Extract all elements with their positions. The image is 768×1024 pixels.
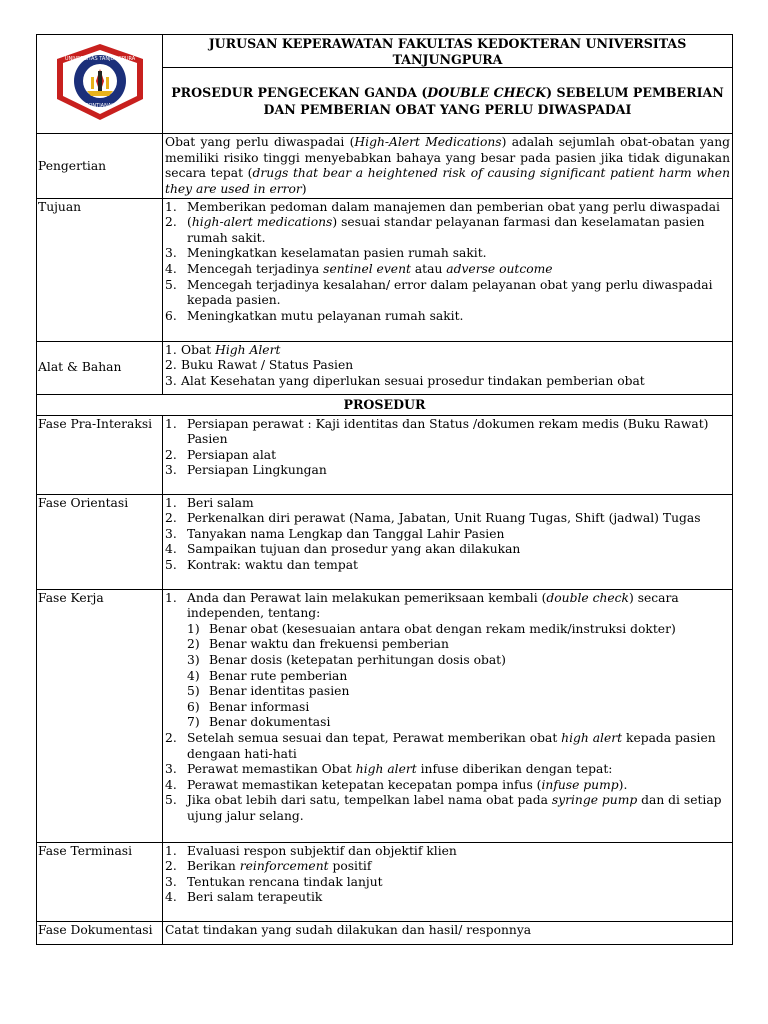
logo-cell [37, 35, 163, 134]
tujuan-list [163, 198, 733, 341]
list-item: 3. Tanyakan nama Lengkap dan Tanggal Lahir Pasien [165, 526, 505, 541]
list-item: 2. Berikan reinforcement positif [165, 859, 372, 874]
list-item: 2. Perkenalkan diri perawat (Nama, Jabatan, Unit Ruang Tugas, Shift (jadwal) Tugas [165, 511, 701, 526]
sop-document [36, 34, 732, 945]
pra-interaksi-list [163, 415, 733, 494]
alat-list [163, 341, 733, 394]
list-item: 2. Buku Rawat / Status Pasien [165, 358, 354, 373]
list-item: 3. Meningkatkan keselamatan pasien rumah sakit. [165, 246, 487, 261]
institution-name: JURUSAN KEPERAWATAN FAKULTAS KEDOKTERAN UNIVERSITAS TANJUNGPURA [163, 35, 733, 68]
list-item: 2. (high-alert medications) sesuai standar pelayanan farmasi dan keselamatan pasien rumah sakit. [165, 215, 705, 245]
list-item: 1. Persiapan perawat : Kaji identitas dan Status /dokumen rekam medis (Buku Rawat) Pasien [165, 416, 709, 447]
sub-list-item: 3) Benar dosis (ketepatan perhitungan dosis obat) [187, 652, 506, 667]
list-item: 5. Jika obat lebih dari satu, tempelkan label nama obat pada syringe pump dan di setiap ujung jalur selang. [165, 793, 722, 823]
label-fase-terminasi: Fase Terminasi [37, 842, 163, 921]
sub-list-item: 4) Benar rute pemberian [187, 668, 348, 683]
label-fase-orientasi: Fase Orientasi [37, 494, 163, 589]
list-item: 1. Anda dan Perawat lain melakukan pemeriksaan kembali (double check) secara independen, tentang: 1) Benar obat (kesesuaian antara obat dengan rekam medik/instruksi dokter) 2) Benar waktu dan frekuensi pemberian 3) Benar dosis (ketepatan perhitungan dosis obat) 4) Benar rute pemberian 5) Benar identitas pasien 6) Benar informasi 7) Benar dokumentasi [165, 591, 730, 731]
list-item: 5. Mencegah terjadinya kesalahan/ error dalam pelayanan obat yang perlu diwaspadai kepada pasien. [165, 277, 713, 308]
prosedur-heading: PROSEDUR [37, 394, 733, 415]
list-item: 4. Sampaikan tujuan dan prosedur yang akan dilakukan [165, 542, 521, 557]
list-item: 1. Memberikan pedoman dalam manajemen dan pemberian obat yang perlu diwaspadai [165, 199, 720, 214]
label-tujuan: Tujuan [37, 198, 163, 341]
list-item: 4. Perawat memastikan ketepatan kecepatan pompa infus (infuse pump). [165, 777, 628, 792]
list-item: 3. Perawat memastikan Obat high alert infuse diberikan dengan tepat: [165, 762, 613, 777]
list-item: 2. Persiapan alat [165, 447, 277, 462]
label-fase-dokumentasi: Fase Dokumentasi [37, 921, 163, 944]
list-item: 1. Obat High Alert [165, 342, 281, 357]
list-item: 4. Beri salam terapeutik [165, 890, 323, 905]
sub-list-item: 5) Benar identitas pasien [187, 684, 350, 699]
sub-list-item: 6) Benar informasi [187, 699, 310, 714]
list-item: 3. Persiapan Lingkungan [165, 463, 327, 478]
orientasi-list [163, 494, 733, 589]
list-item: 1. Beri salam [165, 495, 254, 510]
list-item: 2. Setelah semua sesuai dan tepat, Perawat memberikan obat high alert kepada pasien dengaan hati-hati [165, 730, 716, 761]
label-alat-bahan: Alat & Bahan [37, 341, 163, 394]
list-item: 3. Tentukan rencana tindak lanjut [165, 874, 383, 889]
label-pengertian: Pengertian [37, 134, 163, 198]
sub-list [187, 622, 730, 731]
dokumentasi-text: Catat tindakan yang sudah dilakukan dan hasil/ responnya [163, 921, 733, 944]
kerja-list [163, 589, 733, 842]
terminasi-list [163, 842, 733, 921]
sub-list-item: 7) Benar dokumentasi [187, 715, 331, 730]
logo-top-text: UNIVERSITAS TANJUNGPURA [64, 55, 135, 62]
sub-list-item: 2) Benar waktu dan frekuensi pemberian [187, 637, 449, 652]
pengertian-text: Obat yang perlu diwaspadai (High-Alert Medications) adalah sejumlah obat-obatan yang memiliki risiko tinggi menyebabkan bahaya yang besar pada pasien jika tidak digunakan secara tepat (drugs that bear a heightened risk of causing significant patient harm when they are used in error) [163, 134, 733, 198]
logo-bottom-text: PONTIANAK [84, 102, 115, 109]
list-item: 5. Kontrak: waktu dan tempat [165, 557, 358, 572]
label-fase-pra-interaksi: Fase Pra-Interaksi [37, 415, 163, 494]
list-item: 3. Alat Kesehatan yang diperlukan sesuai prosedur tindakan pemberian obat [165, 373, 645, 388]
list-item: 4. Mencegah terjadinya sentinel event atau adverse outcome [165, 261, 553, 276]
university-logo [51, 41, 149, 123]
label-fase-kerja: Fase Kerja [37, 589, 163, 842]
sub-list-item: 1) Benar obat (kesesuaian antara obat dengan rekam medik/instruksi dokter) [187, 621, 676, 636]
document-title: PROSEDUR PENGECEKAN GANDA (DOUBLE CHECK) SEBELUM PEMBERIAN DAN PEMBERIAN OBAT YANG PERLU DIWASPADAI [163, 68, 733, 134]
sop-table [36, 34, 733, 945]
list-item: 1. Evaluasi respon subjektif dan objektif klien [165, 843, 457, 858]
list-item: 6. Meningkatkan mutu pelayanan rumah sakit. [165, 308, 464, 323]
